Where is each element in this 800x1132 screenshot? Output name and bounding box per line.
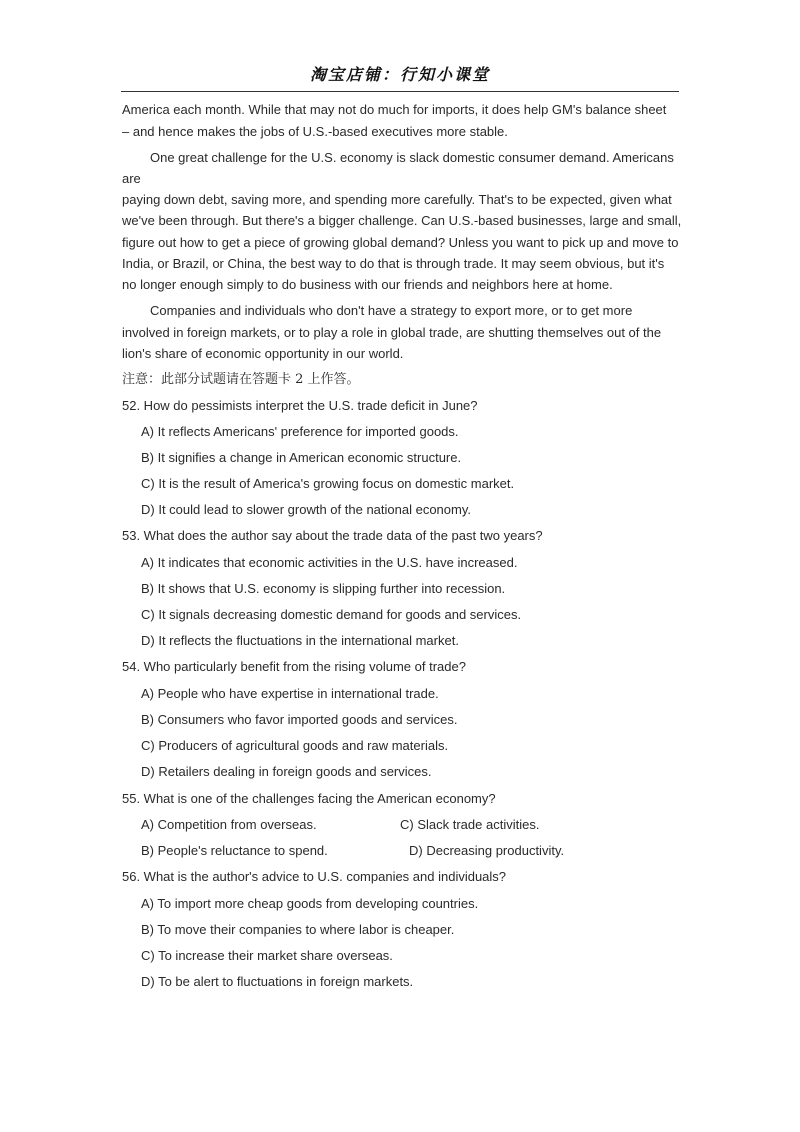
page-header-title: 淘宝店铺：行知小课堂 [309,65,490,84]
answer-option[interactable]: D) It reflects the fluctuations in the international market. [141,633,459,648]
answer-option[interactable]: C) To increase their market share overseas. [141,948,393,963]
header-divider [121,91,679,92]
answer-option[interactable]: C) Producers of agricultural goods and raw materials. [141,738,449,753]
question-stem: 55. What is one of the challenges facing the American economy? [122,791,496,806]
answer-sheet-note: 注意：此部分试题请在答题卡 2 上作答。 [122,372,360,387]
answer-option[interactable]: D) It could lead to slower growth of the national economy. [141,502,471,517]
answer-option[interactable]: A) People who have expertise in international trade. [141,686,439,701]
passage-line: lion's share of economic opportunity in our world. [122,346,404,361]
question-stem: 53. What does the author say about the trade data of the past two years? [122,528,543,543]
answer-option[interactable]: B) To move their companies to where labor is cheaper. [141,922,455,937]
passage-line: One great challenge for the U.S. economy is slack domestic consumer demand. Americans [150,150,674,165]
passage-line: no longer enough simply to do business with our friends and neighbors here at home. [122,277,613,292]
answer-option[interactable]: D) Decreasing productivity. [409,843,565,858]
passage-line: – and hence makes the jobs of U.S.-based executives more stable. [122,124,508,139]
answer-option[interactable]: A) Competition from overseas. [141,817,317,832]
passage-line: India, or Brazil, or China, the best way to do that is through trade. It may seem obvious, but it's [122,256,665,271]
answer-option[interactable]: B) It signifies a change in American economic structure. [141,450,462,465]
answer-option[interactable]: C) It signals decreasing domestic demand for goods and services. [141,607,522,622]
passage-line: we've been through. But there's a bigger challenge. Can U.S.-based businesses, large and small, [122,213,682,228]
answer-option[interactable]: B) It shows that U.S. economy is slipping further into recession. [141,581,506,596]
question-stem: 52. How do pessimists interpret the U.S. trade deficit in June? [122,398,478,413]
answer-option[interactable]: B) Consumers who favor imported goods and services. [141,712,458,727]
passage-line: paying down debt, saving more, and spending more carefully. That's to be expected, given what [122,192,672,207]
answer-option[interactable]: C) Slack trade activities. [400,817,540,832]
passage-line: are [122,171,141,186]
answer-option[interactable]: D) To be alert to fluctuations in foreign markets. [141,974,414,989]
answer-option[interactable]: D) Retailers dealing in foreign goods and services. [141,764,432,779]
answer-option[interactable]: A) It reflects Americans' preference for imported goods. [141,424,459,439]
question-stem: 54. Who particularly benefit from the rising volume of trade? [122,659,466,674]
passage-line: Companies and individuals who don't have a strategy to export more, or to get more [150,303,633,318]
answer-option[interactable]: B) People's reluctance to spend. [141,843,328,858]
answer-option[interactable]: A) It indicates that economic activities in the U.S. have increased. [141,555,518,570]
passage-line: America each month. While that may not do much for imports, it does help GM's balance sheet [122,102,667,117]
answer-option[interactable]: C) It is the result of America's growing focus on domestic market. [141,476,515,491]
passage-line: involved in foreign markets, or to play a role in global trade, are shutting themselves out of the [122,325,662,340]
question-stem: 56. What is the author's advice to U.S. companies and individuals? [122,869,507,884]
passage-line: figure out how to get a piece of growing global demand? Unless you want to pick up and move to [122,235,679,250]
answer-option[interactable]: A) To import more cheap goods from developing countries. [141,896,479,911]
